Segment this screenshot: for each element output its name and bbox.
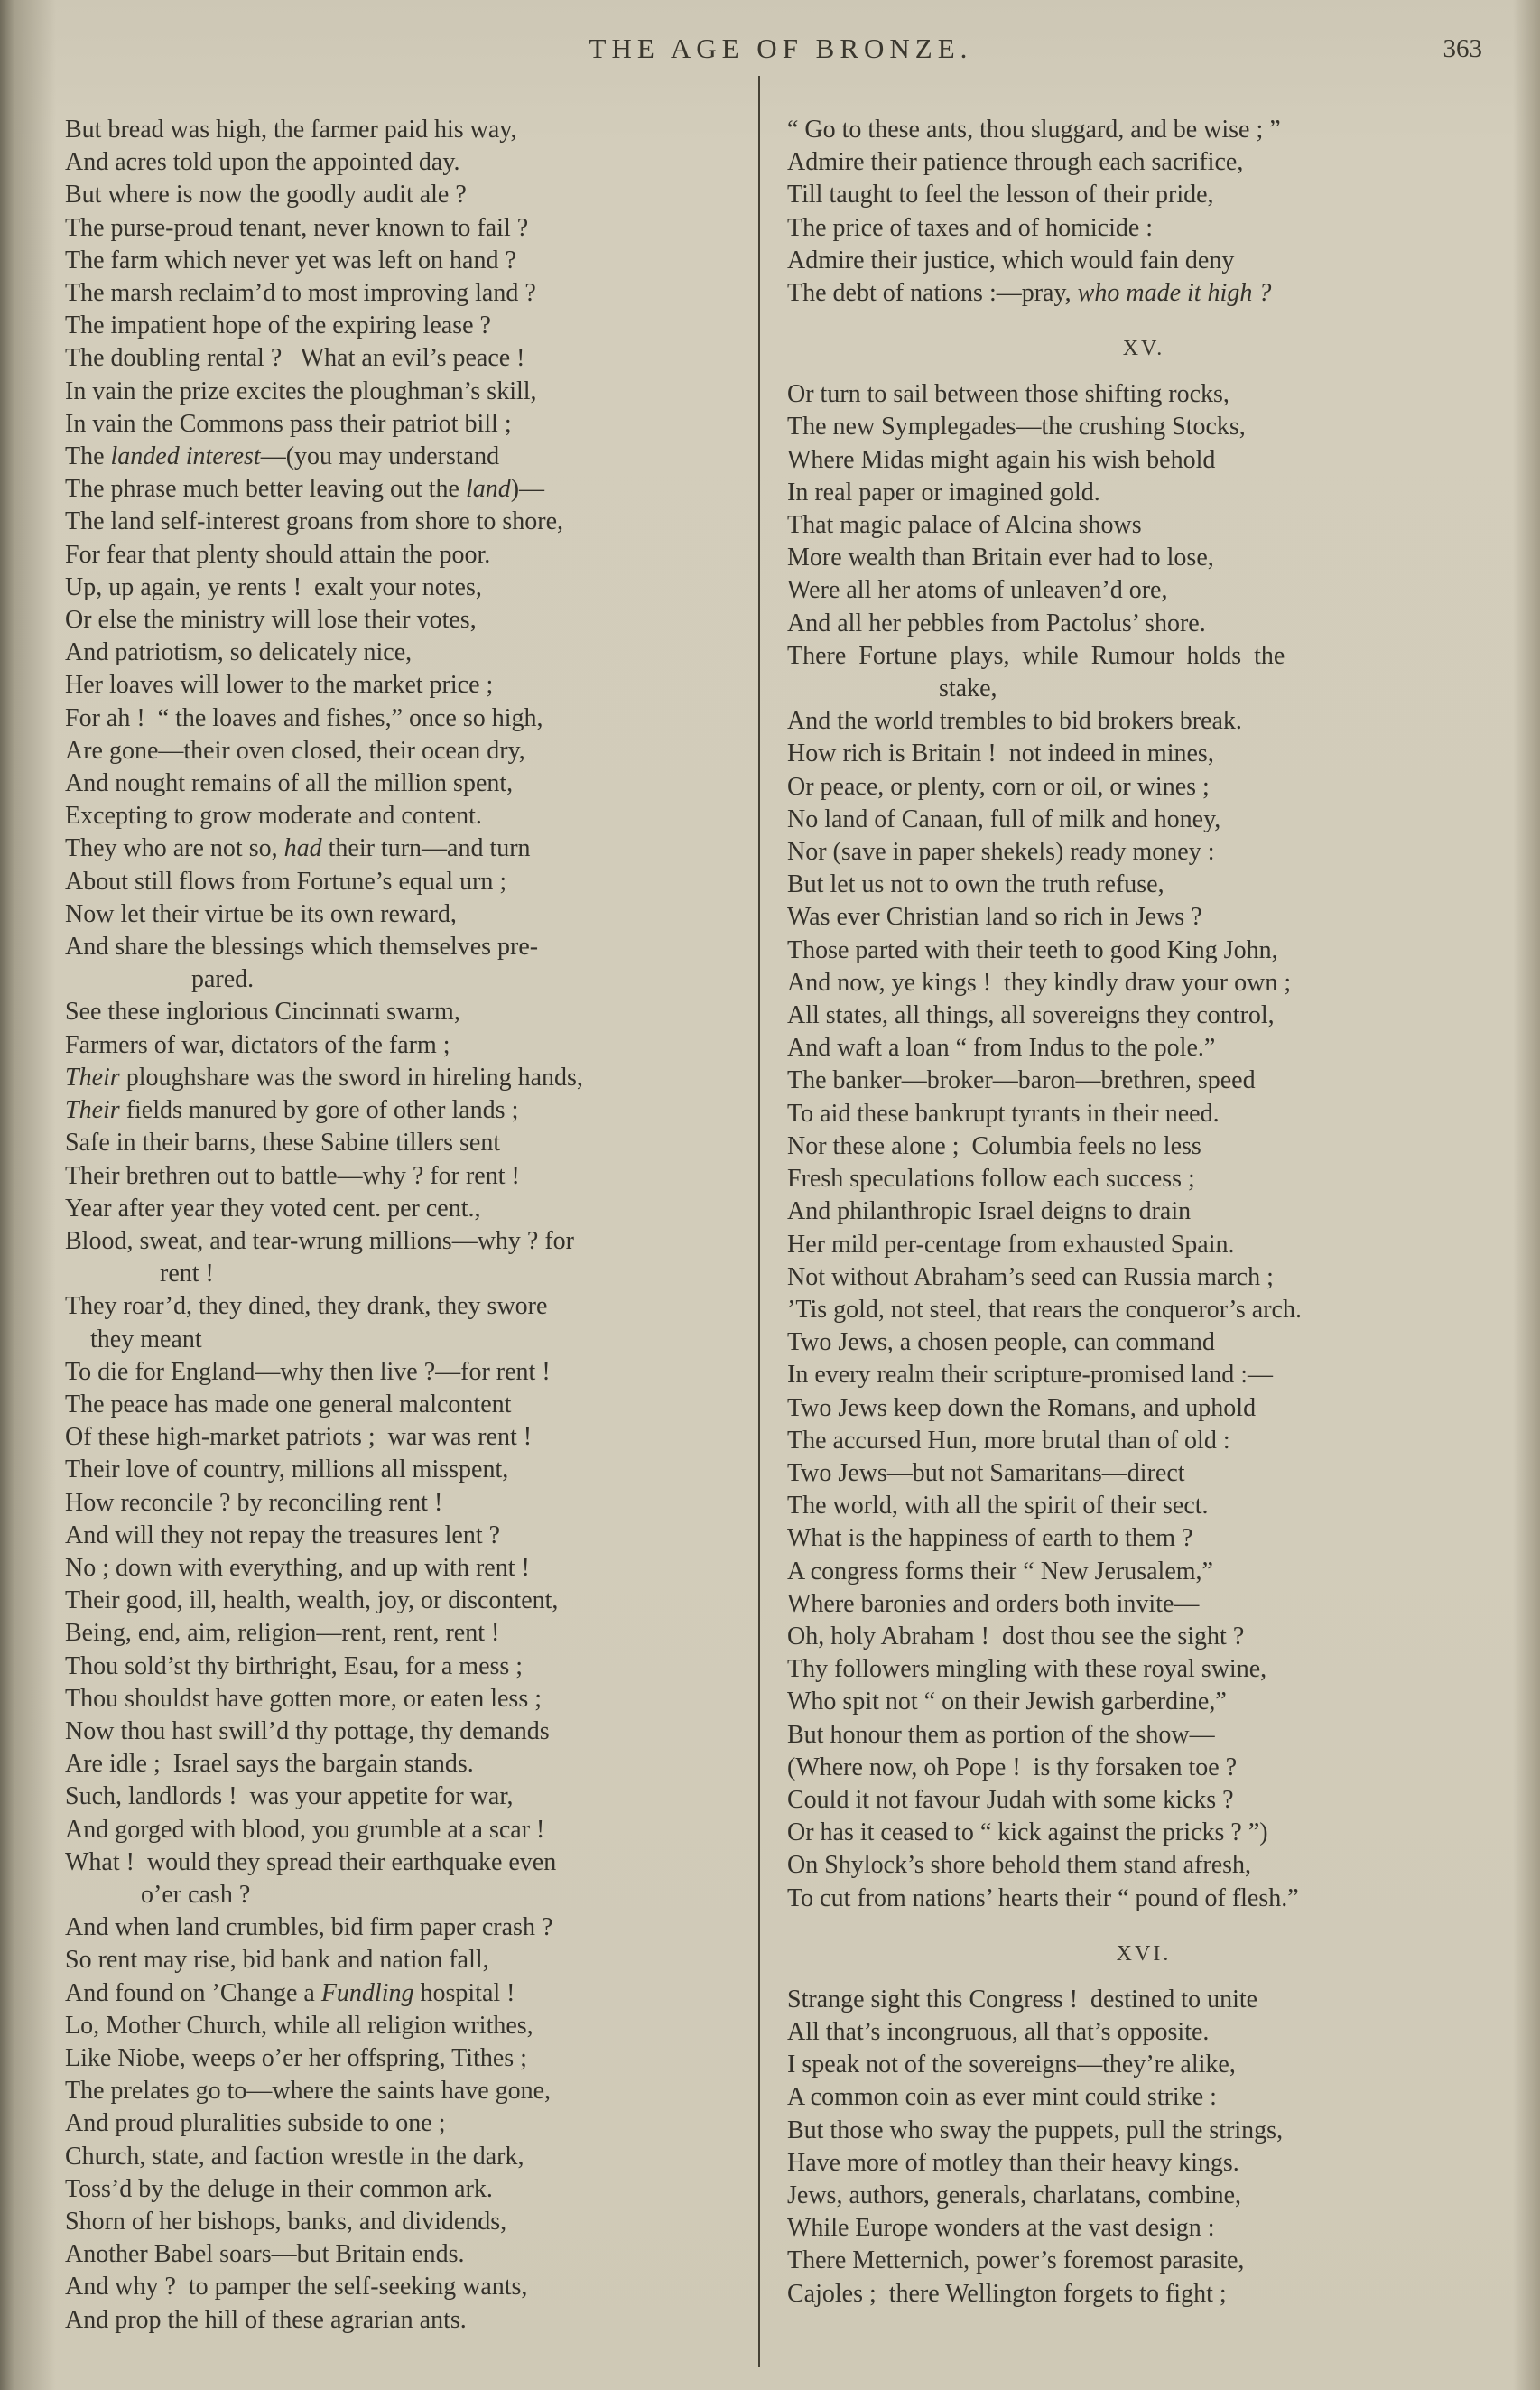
poem-line (787, 1065, 1500, 1097)
poem-line-text: Where baronies and orders both invite— (787, 1589, 1200, 1618)
poem-line-text: Not without Abraham’s seed can Russia march ; (787, 1262, 1274, 1291)
poem-line (65, 2075, 744, 2107)
poem-line (65, 2042, 744, 2075)
poem-line-text: And philanthropic Israel deigns to drain (787, 1197, 1192, 1226)
poem-line-text: See these inglorious Cincinnati swarm, (65, 998, 460, 1027)
poem-line-italic-text: land (465, 475, 511, 504)
poem-line-italic-text: Fundling (320, 1978, 414, 2007)
poem-line-text: A common coin as ever mint could strike : (787, 2083, 1217, 2112)
poem-line (65, 1944, 744, 1976)
poem-line (787, 1588, 1500, 1621)
poem-line-text: Their brethren out to battle—why ? for rent ! (65, 1161, 520, 1190)
poem-line (65, 342, 744, 375)
poem-line (65, 1389, 744, 1421)
poem-line (787, 477, 1500, 509)
poem-line (65, 1094, 744, 1127)
poem-line-text: Strange sight this Congress ! destined to unite (787, 1985, 1258, 2013)
right-column (744, 114, 1500, 2372)
poem-line-text: No land of Canaan, full of milk and honey, (787, 804, 1221, 833)
poem-line (787, 1984, 1500, 2016)
poem-line (65, 2304, 744, 2337)
poem-line-text: Thou sold’st thy birthright, Esau, for a mess ; (65, 1651, 524, 1680)
poem-line-text: they meant (65, 1325, 202, 1353)
poem-line (787, 179, 1500, 211)
poem-line (787, 212, 1500, 245)
poem-line-text: Of these high-market patriots ; war was rent ! (65, 1423, 533, 1452)
poem-line (65, 114, 744, 146)
stanza-number-heading: XV. (1122, 337, 1165, 361)
poem-line-text: Those parted with their teeth to good King John, (787, 935, 1278, 964)
poem-line-text: Was ever Christian land so rich in Jews ? (787, 903, 1202, 932)
poem-line-text: Till taught to feel the lesson of their pride, (787, 181, 1214, 209)
poem-line (787, 1261, 1500, 1294)
poem-line-text: They who are not so, (65, 834, 284, 863)
poem-line (787, 869, 1500, 901)
poem-line (787, 2278, 1500, 2311)
poem-line-text: pared. (65, 965, 255, 994)
poem-line (65, 996, 744, 1028)
poem-line-text: To cut from nations’ hearts their “ pound of flesh.” (787, 1883, 1299, 1912)
poem-line (787, 2016, 1500, 2049)
poem-line (65, 1748, 744, 1781)
poem-line (65, 800, 744, 832)
poem-line-text: Nor (save in paper shekels) ready money : (787, 838, 1215, 867)
poem-line-text: Excepting to grow moderate and content. (65, 802, 482, 831)
poem-line-text: Or turn to sail between those shifting rocks, (787, 380, 1229, 409)
poem-line (65, 1911, 744, 1944)
poem-line-text: I speak not of the sovereigns—they’re alike, (787, 2051, 1236, 2079)
poem-line (787, 1425, 1500, 1457)
poem-line-text: The debt of nations :—pray, (787, 279, 1078, 308)
poem-line-text: The farm which never yet was left on hand ? (65, 246, 516, 274)
poem-line-text: Two Jews keep down the Romans, and uphold (787, 1393, 1257, 1422)
poem-line (65, 1127, 744, 1159)
poem-line (65, 898, 744, 931)
poem-line-text: rent ! (65, 1260, 214, 1288)
poem-line-text: Thou shouldst have gotten more, or eaten less ; (65, 1684, 542, 1713)
poem-line-text: All that’s incongruous, all that’s opposite. (787, 2017, 1210, 2046)
poem-line (787, 1130, 1500, 1163)
poem-line-text: Are idle ; Israel says the bargain stands. (65, 1750, 474, 1779)
poem-line-text: They roar’d, they dined, they drank, they swore (65, 1292, 548, 1321)
poem-line-text: Her mild per-centage from exhausted Spain. (787, 1230, 1235, 1259)
poem-line-text: Up, up again, ye rents ! exalt your notes, (65, 572, 482, 601)
poem-line (65, 1324, 744, 1356)
poem-line (787, 411, 1500, 443)
poem-line-text: For ah ! “ the loaves and fishes,” once so high, (65, 703, 543, 732)
poem-line-text: Are gone—their oven closed, their ocean dry, (65, 736, 525, 765)
poem-line (65, 1585, 744, 1617)
poem-line (65, 1781, 744, 1813)
poem-line (787, 1817, 1500, 1849)
poem-line-text: And patriotism, so delicately nice, (65, 638, 413, 667)
poem-line (65, 1258, 744, 1290)
poem-line (65, 1552, 744, 1585)
poem-line-text: While Europe wonders at the vast design : (787, 2214, 1215, 2243)
poem-line (65, 931, 744, 963)
poem-line-text: A congress forms their “ New Jerusalem,” (787, 1557, 1213, 1586)
poem-line (65, 963, 744, 996)
poem-line (65, 637, 744, 669)
poem-line (787, 1163, 1500, 1195)
poem-line-text: The (65, 442, 111, 471)
poem-line (65, 179, 744, 211)
poem-line (787, 771, 1500, 804)
poem-line (787, 2147, 1500, 2180)
poem-line-text: To die for England—why then live ?—for rent ! (65, 1357, 551, 1386)
poem-line-text: Were all her atoms of unleaven’d ore, (787, 576, 1168, 605)
poem-line-text: Could it not favour Judah with some kicks ? (787, 1785, 1234, 1814)
poem-line (65, 146, 744, 179)
poem-line (787, 608, 1500, 640)
poem-line-text: The new Symplegades—the crushing Stocks, (787, 413, 1246, 442)
poem-line (65, 1290, 744, 1323)
poem-line (65, 1520, 744, 1552)
poem-line (65, 1814, 744, 1846)
poem-line (65, 1716, 744, 1748)
poem-line (787, 836, 1500, 869)
poem-line (787, 1326, 1500, 1359)
stanza-number-heading: XVI. (1116, 1941, 1172, 1966)
poem-line-text: Now let their virtue be its own reward, (65, 899, 457, 928)
poem-line-text: In vain the Commons pass their patriot bill ; (65, 409, 512, 438)
poem-line-text: More wealth than Britain ever had to lose, (787, 544, 1214, 572)
poem-line (65, 866, 744, 898)
poem-line (65, 1193, 744, 1225)
poem-line-text: The purse-proud tenant, never known to fail ? (65, 213, 529, 242)
poem-line (787, 673, 1500, 705)
poem-line (65, 376, 744, 408)
poem-line (65, 1487, 744, 1520)
poem-line (787, 1294, 1500, 1326)
poem-line (65, 212, 744, 245)
poem-line (787, 146, 1500, 179)
poem-line-text: Or peace, or plenty, corn or oil, or wines ; (787, 772, 1210, 801)
poem-line-text: Two Jews—but not Samaritans—direct (787, 1458, 1185, 1487)
poem-line (787, 1556, 1500, 1588)
poem-line-text: That magic palace of Alcina shows (787, 511, 1142, 540)
poem-line-italic-text: Their (65, 1063, 120, 1092)
text-columns (65, 114, 1500, 2372)
poem-line (787, 2180, 1500, 2212)
left-column (65, 114, 744, 2372)
poem-line-text: And acres told upon the appointed day. (65, 148, 460, 177)
poem-line-text: fields manured by gore of other lands ; (119, 1096, 519, 1125)
poem-line-text: In vain the prize excites the ploughman’s skill, (65, 377, 537, 405)
poem-line-text: And waft a loan “ from Indus to the pole.” (787, 1034, 1216, 1063)
poem-line (787, 378, 1500, 411)
poem-line (65, 1225, 744, 1258)
poem-line (65, 832, 744, 865)
poem-line (787, 1457, 1500, 1490)
poem-line-text: There Fortune plays, while Rumour holds the (787, 641, 1285, 670)
poem-line (65, 2141, 744, 2173)
poem-line-italic-text: Their (65, 1096, 120, 1125)
poem-line-text: Admire their patience through each sacrifice, (787, 148, 1244, 177)
poem-line (787, 901, 1500, 934)
poem-line (65, 735, 744, 767)
poem-line (65, 1029, 744, 1062)
poem-line-text: The accursed Hun, more brutal than of old : (787, 1426, 1230, 1455)
poem-line-text: And now, ye kings ! they kindly draw your own ; (787, 968, 1292, 997)
poem-line (65, 245, 744, 277)
poem-line-text: What ! would they spread their earthquake even (65, 1847, 557, 1876)
poem-line-text: Such, landlords ! was your appetite for war, (65, 1782, 514, 1811)
poem-line-text: Another Babel soars—but Britain ends. (65, 2240, 465, 2269)
poem-line-text: o’er cash ? (65, 1880, 251, 1909)
poem-line-text: There Metternich, power’s foremost parasite, (787, 2246, 1245, 2275)
poem-line-text: And prop the hill of these agrarian ants. (65, 2305, 467, 2334)
poem-line (787, 444, 1500, 477)
poem-line-text: And all her pebbles from Pactolus’ shore. (787, 609, 1206, 637)
running-header (63, 33, 1498, 72)
poem-line-text: Have more of motley than their heavy kings. (787, 2148, 1239, 2177)
poem-line-text: Two Jews, a chosen people, can command (787, 1328, 1215, 1357)
poem-line (65, 1683, 744, 1716)
poem-line (65, 2238, 744, 2271)
poem-line (787, 542, 1500, 574)
poem-line-text: But let us not to own the truth refuse, (787, 870, 1164, 899)
poem-line (787, 1392, 1500, 1425)
poem-line-text: The land self-interest groans from shore to shore, (65, 507, 564, 536)
poem-line-text: The marsh reclaim’d to most improving land ? (65, 279, 536, 308)
poem-line (787, 1784, 1500, 1817)
poem-line (65, 1160, 744, 1193)
poem-line-italic-text: landed interest (110, 442, 261, 471)
poem-line-text: Admire their justice, which would fain deny (787, 246, 1235, 274)
poem-line (65, 604, 744, 637)
poem-line-text: To aid these bankrupt tyrants in their need. (787, 1099, 1220, 1128)
poem-line-text: ’Tis gold, not steel, that rears the conqueror’s arch. (787, 1295, 1302, 1324)
poem-line-text: Being, end, aim, religion—rent, rent, rent ! (65, 1619, 500, 1648)
poem-line (787, 574, 1500, 607)
poem-line (787, 509, 1500, 542)
poem-line-text: And the world trembles to bid brokers break. (787, 707, 1242, 736)
page-title: THE AGE OF BRONZE. (589, 33, 973, 64)
poem-line (65, 2010, 744, 2042)
poem-line (65, 2271, 744, 2303)
poem-line-text: Or else the ministry will lose their votes, (65, 606, 477, 635)
poem-line (787, 1849, 1500, 1882)
poem-line-text: The world, with all the spirit of their sect. (787, 1492, 1209, 1520)
poem-line-text: Or has it ceased to “ kick against the pricks ? ”) (787, 1818, 1268, 1847)
poem-line (65, 441, 744, 473)
poem-line (787, 935, 1500, 967)
poem-line-text: their turn—and turn (321, 834, 531, 863)
poem-line-text: And will they not repay the treasures lent ? (65, 1520, 501, 1549)
poem-line (787, 1000, 1500, 1032)
poem-line-text: All states, all things, all sovereigns they control, (787, 1001, 1275, 1030)
poem-line (65, 1977, 744, 2010)
poem-line (787, 1229, 1500, 1261)
poem-line-text: Now thou hast swill’d thy pottage, thy demands (65, 1716, 550, 1745)
poem-line-text: Like Niobe, weeps o’er her offspring, Tithes ; (65, 2043, 527, 2072)
poem-line (787, 1653, 1500, 1686)
poem-line-text: Shorn of her bishops, banks, and dividends, (65, 2208, 507, 2236)
poem-line-text: stake, (787, 674, 997, 703)
poem-line-text: So rent may rise, bid bank and nation fall, (65, 1946, 489, 1975)
poem-line-text: ploughshare was the sword in hireling hands, (119, 1063, 583, 1092)
poem-line-text: The phrase much better leaving out the (65, 475, 466, 504)
poem-line-italic-text: had (283, 834, 322, 863)
poem-line-text: And share the blessings which themselves pre- (65, 933, 539, 962)
poem-line-text: How reconcile ? by reconciling rent ! (65, 1488, 443, 1517)
poem-line (65, 1454, 744, 1486)
poem-line (787, 1719, 1500, 1752)
poem-line-text: In every realm their scripture-promised land :— (787, 1361, 1274, 1390)
poem-line (787, 967, 1500, 1000)
poem-line-text: What is the happiness of earth to them ? (787, 1524, 1193, 1553)
poem-line (65, 2107, 744, 2140)
poem-line-text: On Shylock’s shore behold them stand afresh, (787, 1851, 1252, 1880)
poem-line-text: And proud pluralities subside to one ; (65, 2109, 446, 2138)
poem-line-text: Oh, holy Abraham ! dost thou see the sight ? (787, 1622, 1245, 1651)
poem-line (787, 2245, 1500, 2277)
poem-line-text: How rich is Britain ! not indeed in mines, (787, 739, 1214, 768)
poem-line-text: Nor these alone ; Columbia feels no less (787, 1131, 1201, 1160)
poem-line (787, 1752, 1500, 1784)
poem-line-text: The price of taxes and of homicide : (787, 213, 1154, 242)
poem-line (787, 2212, 1500, 2245)
poem-line-text: Lo, Mother Church, while all religion writhes, (65, 2011, 533, 2040)
poem-line-text: And why ? to pamper the self-seeking wants, (65, 2273, 528, 2302)
poem-line (787, 114, 1500, 146)
poem-line-text: The peace has made one general malcontent (65, 1390, 512, 1418)
poem-line-text: The doubling rental ? What an evil’s peace ! (65, 344, 525, 373)
poem-line (65, 669, 744, 702)
poem-line-text: In real paper or imagined gold. (787, 478, 1100, 507)
poem-line-text: The banker—broker—baron—brethren, speed (787, 1066, 1256, 1095)
poem-line (787, 1522, 1500, 1555)
poem-line-text: Who spit not “ on their Jewish garberdine,” (787, 1688, 1227, 1716)
page-number: 363 (1443, 34, 1482, 63)
poem-line-text: Thy followers mingling with these royal swine, (787, 1655, 1267, 1684)
poem-line-text: And nought remains of all the million spent, (65, 769, 514, 798)
poem-line (65, 539, 744, 572)
poem-line (65, 1356, 744, 1389)
poem-line-text: hospital ! (413, 1978, 515, 2007)
poem-line-text: Their love of country, millions all misspent, (65, 1455, 509, 1484)
poem-line (787, 1359, 1500, 1391)
poem-line (787, 1686, 1500, 1718)
poem-line-text: The impatient hope of the expiring lease ? (65, 312, 491, 340)
poem-line (787, 245, 1500, 277)
poem-line-text: Their good, ill, health, wealth, joy, or discontent, (65, 1586, 559, 1615)
poem-line-text: (Where now, oh Pope ! is thy forsaken toe ? (787, 1753, 1238, 1781)
poem-line (787, 1883, 1500, 1915)
poem-line-text: No ; down with everything, and up with rent ! (65, 1553, 530, 1582)
poem-line (65, 2173, 744, 2206)
poem-line-text: For fear that plenty should attain the poor. (65, 540, 491, 569)
poem-line-text: But where is now the goodly audit ale ? (65, 181, 467, 209)
poem-line (65, 2206, 744, 2238)
poem-line-text: About still flows from Fortune’s equal urn ; (65, 867, 507, 896)
poem-line (65, 506, 744, 538)
poem-line (787, 804, 1500, 836)
poem-line-text: Fresh speculations follow each success ; (787, 1165, 1195, 1194)
poem-line (65, 1617, 744, 1650)
poem-line (65, 702, 744, 735)
poem-line (787, 2049, 1500, 2081)
poem-line-text: “ Go to these ants, thou sluggard, and be wise ; ” (787, 116, 1281, 144)
poem-line (787, 1195, 1500, 1228)
poem-line-text: Church, state, and faction wrestle in the dark, (65, 2142, 524, 2171)
poem-line-text: Toss’d by the deluge in their common ark. (65, 2174, 493, 2203)
poem-line (65, 572, 744, 604)
poem-line (65, 1879, 744, 1911)
poem-line-text: But honour them as portion of the show— (787, 1720, 1215, 1749)
poem-line-text: Blood, sweat, and tear-wrung millions—why ? for (65, 1226, 574, 1255)
poem-line (787, 1032, 1500, 1065)
poem-line-text: Where Midas might again his wish behold (787, 445, 1216, 474)
poem-line-text: But those who sway the puppets, pull the strings, (787, 2116, 1284, 2144)
poem-line (65, 1062, 744, 1094)
poem-line-text: And when land crumbles, bid firm paper crash ? (65, 1913, 553, 1942)
poem-line (65, 408, 744, 441)
poem-line (787, 640, 1500, 673)
poem-line (65, 1421, 744, 1454)
poem-line-text: Cajoles ; there Wellington forgets to fight ; (787, 2279, 1227, 2308)
poem-line-text: Her loaves will lower to the market price ; (65, 671, 494, 700)
poem-line-text: Jews, authors, generals, charlatans, combine, (787, 2181, 1242, 2209)
poem-line (787, 1621, 1500, 1653)
poem-line (65, 767, 744, 800)
poem-line-text: And gorged with blood, you grumble at a scar ! (65, 1815, 545, 1844)
poem-line-text: The prelates go to—where the saints have gone, (65, 2077, 552, 2106)
poem-line (787, 738, 1500, 770)
poem-line-text: —(you may understand (260, 442, 500, 471)
poem-line (65, 1651, 744, 1683)
poem-line-text: And found on ’Change a (65, 1978, 321, 2007)
poem-line (787, 2115, 1500, 2147)
poem-line (65, 473, 744, 506)
poem-line-text: Safe in their barns, these Sabine tillers sent (65, 1129, 501, 1158)
poem-line-text: )— (510, 475, 545, 504)
poem-line (787, 1490, 1500, 1522)
poem-line (787, 2081, 1500, 2114)
poem-line (787, 705, 1500, 738)
poem-line (65, 1846, 744, 1879)
poem-line-text: But bread was high, the farmer paid his way, (65, 116, 517, 144)
poem-line (787, 277, 1500, 310)
poem-line (65, 277, 744, 310)
poem-line (65, 310, 744, 342)
poem-line-text: Farmers of war, dictators of the farm ; (65, 1030, 450, 1059)
poem-line-text: Year after year they voted cent. per cent., (65, 1194, 481, 1223)
poem-line (787, 1098, 1500, 1130)
poem-line-italic-text: who made it high ? (1077, 279, 1272, 308)
